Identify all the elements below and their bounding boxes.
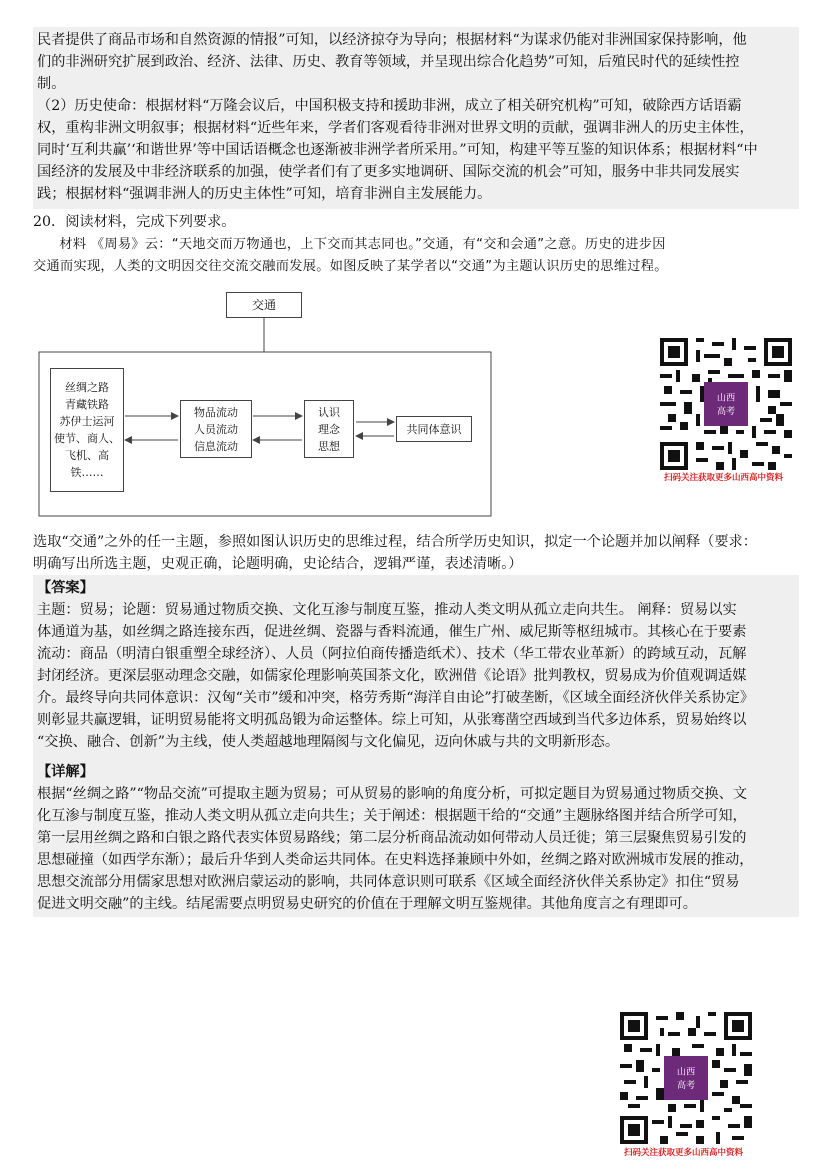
question-number-line: 20．阅读材料，完成下列要求。 [33,214,236,230]
thought-item: 认识 [318,405,340,419]
qr-caption-top: 扫码关注获取更多山西高中资料 [664,473,784,483]
flow-item: 人员流动 [194,422,238,436]
previous-answer-line: 们的非洲研究扩展到政治、经济、法律、历史、教育等领域，并呈现出综合化趋势”可知，后殖民时代的延续性控 [37,54,740,70]
material-line: 交通而实现，人类的文明因交往交流交融而发展。如图反映了某学者以“交通”为主题认识历史的思维过程。 [33,259,668,274]
detail-line: 思想碰撞（如西学东渐）；最后升华到人类命运共同体。在史料选择兼顾中外如，丝绸之路对欧洲城市发展的推动， [37,852,754,868]
material-line: 材料 《周易》云：“天地交而万物通也，上下交而其志同也。”交通，有“交和会通”之意。历史的进步因 [59,237,666,252]
answer-heading: 【答案】 [37,580,94,596]
previous-answer-line: 民者提供了商品市场和自然资源的情报”可知，以经济掠夺为导向；根据材料“为谋求仍能对非洲国家保持影响，他 [37,32,747,48]
previous-answer-line: 制。 [37,76,66,92]
answer-line: 主题：贸易；论题：贸易通过物质交换、文化互渗与制度互鉴，推动人类文明从孤立走向共生。 阐释：贸易以实 [37,602,737,618]
qr-logo-text: 山西 [716,392,736,404]
qr-code-icon [620,1012,752,1144]
detail-block [33,759,799,917]
detail-line: 第一层用丝绸之路和白银之路代表实体贸易路线；第二层分析商品流动如何带动人员迁徙；第三层聚焦贸易引发的 [37,830,747,846]
qr-logo-text: 高考 [716,406,736,417]
answer-block [33,575,799,759]
route-item: 青藏铁路 [65,398,109,411]
route-item: 飞机、高 [65,449,109,462]
answer-line: 介。最终导向共同体意识：汉匈“关市”缓和冲突，格劳秀斯“海洋自由论”打破垄断，《区域全面经济伙伴关系协定》 [37,690,755,706]
answer-line: 流动：商品（明清白银重塑全球经济）、人员（阿拉伯商传播造纸术）、技术（华工带农业革新）的跨域互动，瓦解 [37,646,747,662]
previous-answer-line: 同时‘互利共赢’‘和谐世界’等中国话语概念也逐渐被非洲学者所采用。”可知，构建平等互鉴的知识体系；根据材料“中 [37,142,758,158]
route-item: 丝绸之路 [65,381,109,394]
thought-item: 思想 [318,439,340,453]
previous-answer-line: 国经济的发展及中非经济联系的加强，使学者们有了更多实地调研、国际交流的机会”可知，服务中非共同发展实 [37,164,740,180]
prompt-line: 选取“交通”之外的任一主题，参照如图认识历史的思维过程，结合所学历史知识，拟定一个论题并加以阐释（要求： [33,534,757,550]
prompt-line: 明确写出所选主题，史观正确，论题明确，史论结合，逻辑严谨，表述清晰。） [33,556,523,572]
previous-answer-line: 践；根据材料“强调非洲人的历史主体性”可知，培育非洲自主发展能力。 [37,186,492,202]
detail-line: 思想交流部分用儒家思想对欧洲启蒙运动的影响，共同体意识则可联系《区域全面经济伙伴关系协定》扣住“贸易 [37,874,740,890]
thought-item: 理念 [318,422,340,436]
previous-answer-line: （2）历史使命：根据材料“万隆会议后，中国积极支持和援助非洲，成立了相关研究机构”可知，破除西方话语霸 [37,98,742,114]
qr-logo-text: 山西 [676,1066,696,1078]
flow-item: 信息流动 [194,439,238,453]
diagram-thought-box [304,400,354,458]
material-text [33,234,799,278]
answer-line: 则彰显共赢逻辑，证明贸易能将文明孤岛锻为命运整体。综上可知，从张骞凿空西域到当代多边体系，贸易始终以 [37,712,747,728]
question-prompt [33,531,799,575]
diagram-community-box: 共同体意识 [396,416,472,442]
qr-code-icon [660,338,792,470]
detail-line: 根据“丝绸之路”“物品交流”可提取主题为贸易；可从贸易的影响的角度分析，可拟定题目为贸易通过物质交换、文 [37,786,748,802]
diagram-routes-box [50,368,124,492]
qr-caption-bottom: 扫码关注获取更多山西高中资料 [624,1148,744,1158]
previous-answer-line: 权，重构非洲文明叙事；根据材料“近些年来，学者们客观看待非洲对世界文明的贡献，强调非洲人的历史主体性， [37,120,754,136]
answer-line: 体通道为基，如丝绸之路连接东西，促进丝绸、瓷器与香料流通，催生广州、威尼斯等枢纽城市。其核心在于要素 [37,624,747,640]
diagram-top-box: 交通 [226,292,302,318]
detail-heading: 【详解】 [37,764,94,780]
diagram-flow-box [180,400,252,458]
detail-line: 促进文明交融”的主线。结尾需要点明贸易史研究的价值在于理解文明互鉴规律。其他角度言之有理即可。 [37,896,697,912]
route-item: 使节、商人、 [54,432,120,445]
flow-item: 物品流动 [194,405,238,419]
answer-line: “交换、融合、创新”为主线，使人类超越地理隔阂与文化偏见，迈向休戚与共的文明新形态。 [37,734,620,750]
detail-line: 化互渗与制度互鉴，推动人类文明从孤立走向共生；关于阐述：根据题干给的“交通”主题脉络图并结合所学可知， [37,808,747,824]
previous-answer-block [33,27,799,209]
route-item: 铁…… [70,466,104,479]
thinking-process-diagram [38,288,494,520]
qr-logo-text: 高考 [676,1080,696,1091]
answer-line: 封闭经济。更深层驱动理念交融，如儒家伦理影响英国茶文化，欧洲借《论语》批判教权，贸易成为价值观调适媒 [37,668,747,684]
qr-code-top [660,338,792,470]
qr-code-bottom [620,1012,752,1144]
route-item: 苏伊士运河 [59,415,115,428]
